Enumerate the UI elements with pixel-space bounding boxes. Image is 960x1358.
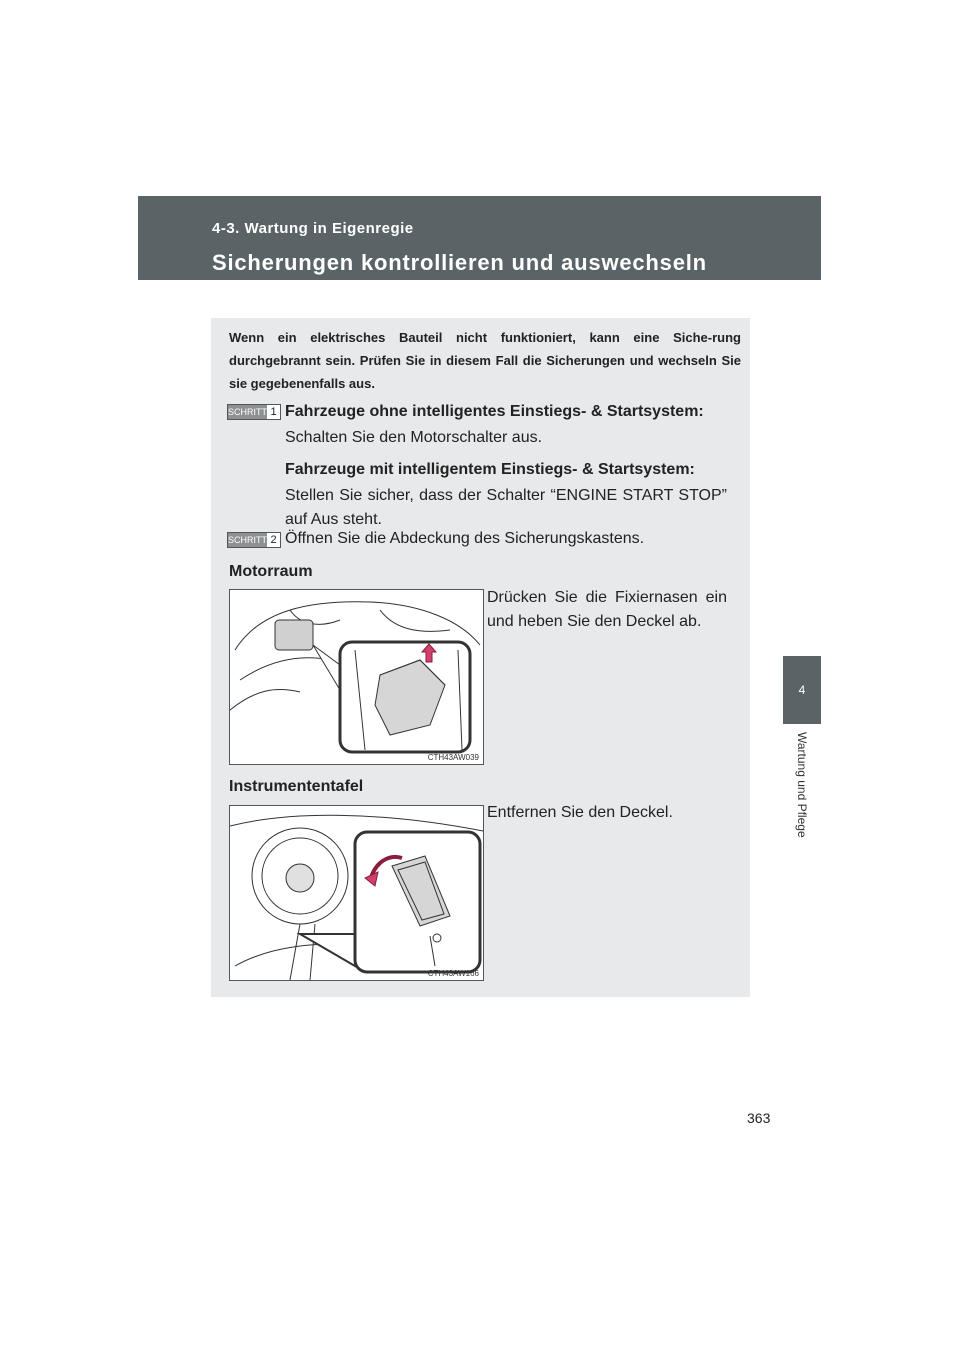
section-label: 4-3. Wartung in Eigenregie xyxy=(212,220,414,237)
step-2-badge xyxy=(227,532,281,548)
panel-illustration xyxy=(230,806,483,980)
step-1-text-b: Stellen Sie sicher, dass der Schalter “ENGINE START STOP” auf Aus steht. xyxy=(285,487,727,528)
step-2-text: Öffnen Sie die Abdeckung des Sicherungskastens. xyxy=(285,530,645,547)
step-badge-number: 1 xyxy=(270,406,277,418)
panel-heading: Instrumententafel xyxy=(229,778,364,795)
panel-text: Entfernen Sie den Deckel. xyxy=(487,804,673,821)
step-badge-number: 2 xyxy=(270,534,277,546)
step-1-heading-b: Fahrzeuge mit intelligentem Einstiegs- & Startsystem: xyxy=(285,461,695,478)
page-number: 363 xyxy=(747,1110,771,1126)
step-1-badge xyxy=(227,404,281,420)
intro-text: Wenn ein elektrisches Bauteil nicht funktioniert, kann eine Siche-rung durchgebrannt sein. Prüfen Sie in diesem Fall die Sicherungen und wechseln Sie sie gegebenenfalls aus. xyxy=(229,330,741,391)
chapter-tab: 4 xyxy=(783,656,821,724)
step-1-heading-a: Fahrzeuge ohne intelligentes Einstiegs- & Startsystem: xyxy=(285,403,704,420)
engine-figure xyxy=(229,589,484,765)
engine-text: Drücken Sie die Fixiernasen ein und heben Sie den Deckel ab. xyxy=(487,589,727,630)
panel-figure xyxy=(229,805,484,981)
chapter-header xyxy=(138,196,821,280)
engine-illustration xyxy=(230,590,483,764)
figure-code: CTH43AW166 xyxy=(427,969,479,978)
content-box xyxy=(211,318,750,997)
page-title: Sicherungen kontrollieren und auswechseln xyxy=(212,250,707,275)
step-badge-label: SCHRITT xyxy=(228,535,267,545)
engine-heading: Motorraum xyxy=(229,563,313,580)
chapter-tab-label: Wartung und Pflege xyxy=(795,732,809,838)
figure-code: CTH43AW039 xyxy=(427,753,479,762)
step-1-text-a: Schalten Sie den Motorschalter aus. xyxy=(285,429,543,446)
step-badge-label: SCHRITT xyxy=(228,407,267,417)
